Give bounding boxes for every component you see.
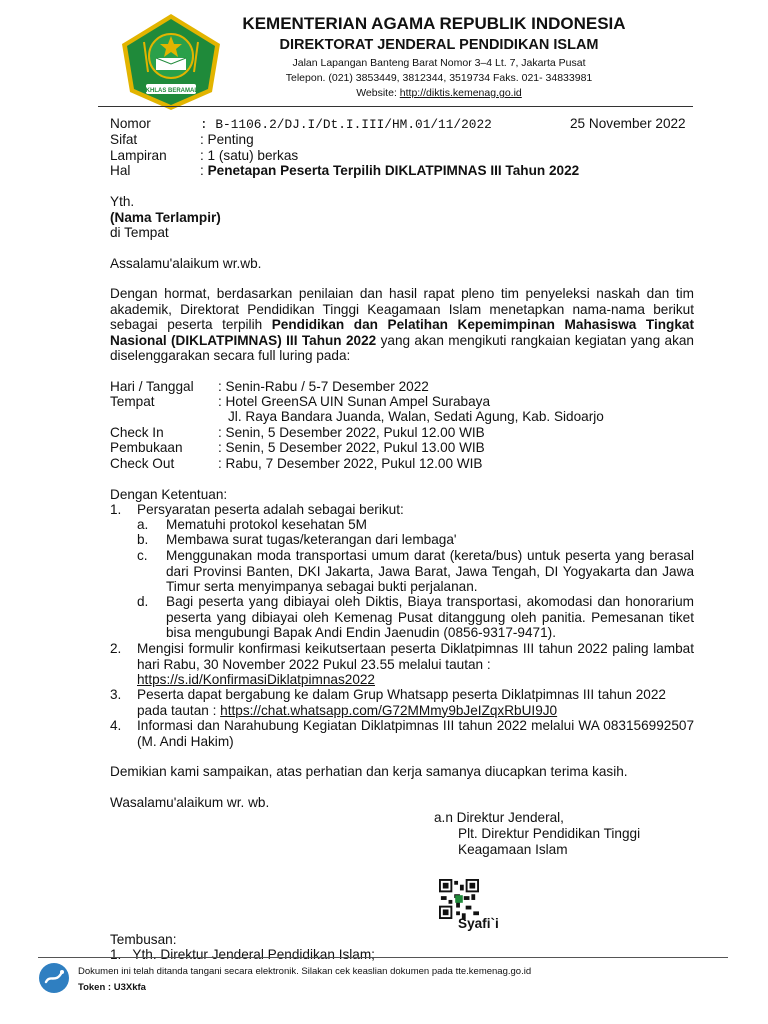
address: Jalan Lapangan Banteng Barat Nomor 3–4 Lt. 7, Jakarta Pusat <box>292 57 586 69</box>
hal-colon: : <box>200 163 208 178</box>
sifat-label: Sifat <box>110 132 138 147</box>
sig-line3: Keagamaan Islam <box>458 842 568 857</box>
sched-label-0: Hari / Tanggal <box>110 379 194 394</box>
konfirmasi-link[interactable]: https://s.id/KonfirmasiDiklatpimnas2022 <box>137 672 375 687</box>
sched-label-5: Check Out <box>110 456 175 471</box>
footer-token: Token : U3Xkfa <box>78 982 146 993</box>
sub-a-text: Mematuhi protokol kesehatan 5M <box>166 517 367 532</box>
logo-text: IKHLAS BERAMAL <box>144 88 198 94</box>
sub-a-letter: a. <box>137 517 149 532</box>
sub-d-text: Bagi peserta yang dibiayai oleh Diktis, Biaya transportasi, akomodasi dan honorarium peserta yang dibiayai oleh Kemenag Pusat ditanggung oleh panitia. Pemesanan tiket bisa mengubungi Bapak Andi Endin Jaenudin (0856-9317-9471). <box>166 594 694 640</box>
phone: Telepon. (021) 3853449, 3812344, 3519734 Faks. 021- 34833981 <box>285 72 593 84</box>
cond-3-text: Peserta dapat bergabung ke dalam Grup Whatsapp peserta Diklatpimnas III tahun 2022 pada tautan : <box>137 687 666 718</box>
sub-b-text: Membawa surat tugas/keterangan dari lembaga' <box>166 532 457 547</box>
closing-text: Demikian kami sampaikan, atas perhatian dan kerja samanya diucapkan terima kasih. <box>110 764 628 779</box>
signatory-name: Syafi`i <box>458 916 499 931</box>
sub-b-letter: b. <box>137 532 149 547</box>
yth: Yth. <box>110 194 135 209</box>
sched-value-4: : Senin, 5 Desember 2022, Pukul 13.00 WIB <box>218 440 485 455</box>
tembusan-item-1: 1. Yth. Direktur Jenderal Pendidikan Islam; <box>110 947 375 962</box>
hal-label: Hal <box>110 163 131 178</box>
greeting: Assalamu'alaikum wr.wb. <box>110 256 262 271</box>
farewell: Wasalamu'alaikum wr. wb. <box>110 795 270 810</box>
cond-4-num: 4. <box>110 718 122 733</box>
sched-value-5: : Rabu, 7 Desember 2022, Pukul 12.00 WIB <box>218 456 483 471</box>
recipient-name: (Nama Terlampir) <box>110 210 221 225</box>
sched-value-1: : Hotel GreenSA UIN Sunan Ampel Surabaya <box>218 394 491 409</box>
nomor-label: Nomor <box>110 116 151 131</box>
website <box>110 86 768 101</box>
nomor-value: : B-1106.2/DJ.I/Dt.I.III/HM.01/11/2022 <box>200 117 492 132</box>
whatsapp-link[interactable]: https://chat.whatsapp.com/G72MMmy9bJeIZqxRbUI9J0 <box>220 702 558 718</box>
sched-label-3: Check In <box>110 425 164 440</box>
cond-1-text: Persyaratan peserta adalah sebagai berikut: <box>137 502 404 517</box>
sched-value-0: : Senin-Rabu / 5-7 Desember 2022 <box>218 379 429 394</box>
header-divider <box>98 106 693 107</box>
intro-paragraph <box>110 286 694 364</box>
lampiran-label: Lampiran <box>110 148 167 163</box>
intro-bold: Pendidikan dan Pelatihan Kepemimpinan Mahasiswa Tingkat Nasional (DIKLATPIMNAS) III Tahun 2022 <box>110 317 694 348</box>
sub-d-letter: d. <box>137 594 149 609</box>
tembusan-heading: Tembusan: <box>110 932 177 947</box>
intro-part1: Dengan hormat, berdasarkan penilaian dan hasil rapat pleno tim penyeleksi naskah dan tim akademik, Direktorat Pendidikan Tinggi Keagamaan Islam menetapkan nama-nama berikut sebagai peserta terpilih <box>110 286 694 332</box>
conditions-heading: Dengan Ketentuan: <box>110 487 228 502</box>
footer-divider <box>38 957 728 958</box>
cond-2-num: 2. <box>110 641 122 656</box>
website-label: Website: <box>356 87 400 99</box>
cond-3-num: 3. <box>110 687 122 702</box>
sched-label-4: Pembukaan <box>110 440 183 455</box>
electronic-signature-icon <box>38 962 70 994</box>
qr-code-signature <box>438 879 480 919</box>
cond-2-text: Mengisi formulir konfirmasi keikutsertaan peserta Diklatpimnas III tahun 2022 paling lambat hari Rabu, 30 November 2022 Pukul 23.55 melalui tautan : <box>137 641 694 672</box>
sched-label-1: Tempat <box>110 394 155 409</box>
letter-date: 25 November 2022 <box>570 116 686 131</box>
sig-line2: Plt. Direktur Pendidikan Tinggi <box>458 826 641 841</box>
hal-line <box>200 163 579 179</box>
sched-value-3: : Senin, 5 Desember 2022, Pukul 12.00 WIB <box>218 425 485 440</box>
intro-part2: yang akan mengikuti rangkaian kegiatan yang akan diselenggarakan secara full luring pada: <box>110 332 694 363</box>
cond-4-text: Informasi dan Narahubung Kegiatan Diklatpimnas III tahun 2022 melalui WA 083156992507 (M. Andi Hakim) <box>137 718 694 749</box>
sifat-value: : Penting <box>200 132 254 147</box>
sub-c-letter: c. <box>137 548 148 563</box>
website-link[interactable]: http://diktis.kemenag.go.id <box>399 87 522 99</box>
sched-value-2: Jl. Raya Bandara Juanda, Walan, Sedati Agung, Kab. Sidoarjo <box>228 409 604 424</box>
cond-3-block <box>137 687 694 718</box>
footer-note: Dokumen ini telah ditanda tangani secara elektronik. Silakan cek keaslian dokumen pada tte.kemenag.go.id <box>78 966 532 977</box>
ministry-title: KEMENTERIAN AGAMA REPUBLIK INDONESIA <box>242 14 626 33</box>
directorate-title: DIREKTORAT JENDERAL PENDIDIKAN ISLAM <box>279 37 599 53</box>
cond-2-block <box>137 641 694 688</box>
hal-value: Penetapan Peserta Terpilih DIKLATPIMNAS III Tahun 2022 <box>207 163 580 178</box>
sub-c-text: Menggunakan moda transportasi umum darat (kereta/bus) untuk peserta yang berasal dari Provinsi Banten, DKI Jakarta, Jawa Barat, Jawa Tengah, DI Yogyakarta dan Jawa Timur serta menyimpanya sebagai bukti perjalanan. <box>166 548 694 594</box>
letterhead-contact <box>0 56 768 101</box>
sig-line1: a.n Direktur Jenderal, <box>434 810 564 825</box>
recipient-place: di Tempat <box>110 225 169 240</box>
lampiran-value: : 1 (satu) berkas <box>200 148 299 163</box>
cond-1-num: 1. <box>110 502 122 517</box>
